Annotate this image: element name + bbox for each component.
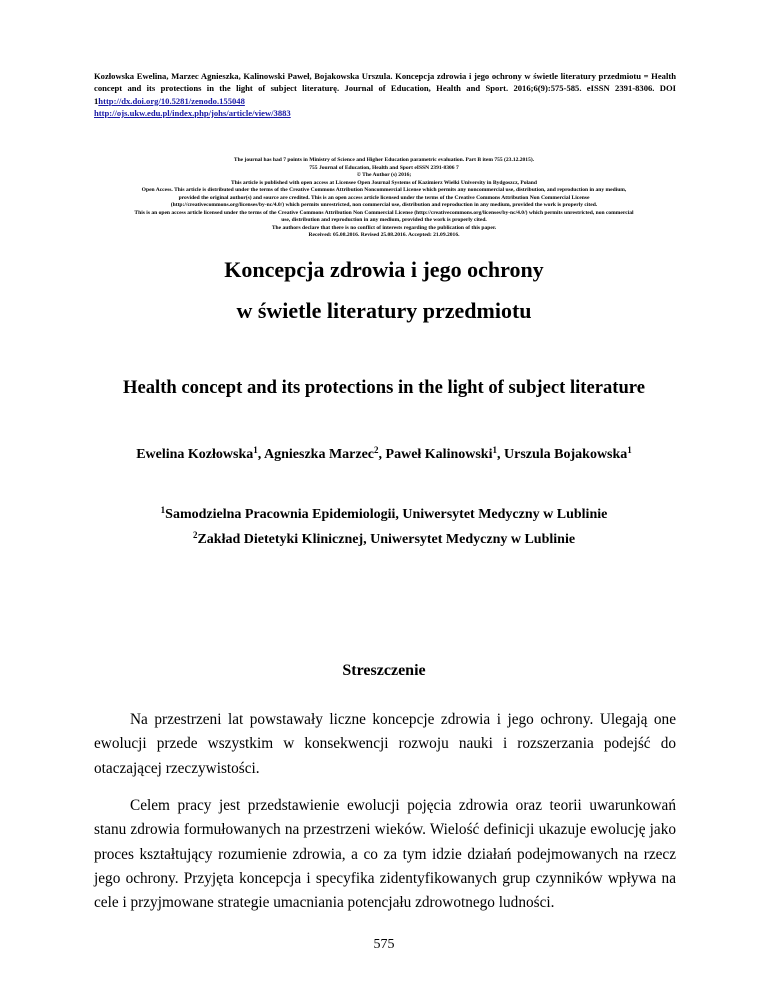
doi-link[interactable]: http://dx.doi.org/10.5281/zenodo.155048 [98, 95, 245, 106]
paper-title-english: Health concept and its protections in the light of subject literature [123, 377, 645, 398]
license-line: (http://creativecommons.org/licenses/by-nc/4.0/) which permits unrestricted, non commercial use, distribution and reproduction in any medium, provided the work is properly cited. [170, 202, 598, 208]
citation-text: Kozłowska Ewelina, Marzec Agnieszka, Kalinowski Paweł, Bojakowska Urszula. Koncepcja zdrowia i jego ochrony w świetle literatury przedmiotu = Health concept and its protections in the light of subject literaturę. Journal of Education, Health and Sport. 2016;6(9):575-585. eISSN 2391-8306. DOI 1 [94, 71, 676, 106]
page-number: 575 [373, 937, 395, 952]
license-line: The journal has had 7 points in Ministry of Science and Higher Education parametric evaluation. Part B item 755 (23.12.2015). [233, 157, 535, 163]
license-block [80, 157, 688, 240]
license-line: Open Access. This article is distributed under the terms of the Creative Commons Attribution Noncommercial License which permits any noncommercial use, distribution, and reproduction in any medium, [141, 187, 627, 193]
paper-title-line-1: Koncepcja zdrowia i jego ochrony [224, 257, 544, 282]
affiliation-text: Samodzielna Pracownia Epidemiologii, Uniwersytet Medyczny w Lublinie [165, 507, 608, 522]
license-line: provided the original author(s) and source are credited. This is an open access article licensed under the terms of the Creative Commons Attribution Non Commercial License [178, 194, 590, 201]
abstract-paragraph-1: Na przestrzeni lat powstawały liczne koncepcje zdrowia i jego ochrony. Ulegają one ewolucji przede wszystkim w konsekwencji rozwoju nauki i rozszerzania podejść do otaczającej rzeczywistości. [94, 711, 676, 777]
license-line: use, distribution and reproduction in any medium, provided the work is properly cited. [281, 217, 487, 223]
author-separator: , [378, 447, 386, 462]
abstract-paragraph-2: Celem pracy jest przedstawienie ewolucji pojęcia zdrowia oraz teorii uwarunkowań stanu zdrowia formułowanych na przestrzeni wieków. Wielość definicji ukazuje ewolucję jako proces kształtujący rozumienie zdrowia, a co za tym idzie działań podejmowanych na rzecz jego ochrony. Przyjęta koncepcja i specyfika zidentyfikowanych grup czynników wpływa na cele i przyjmowane strategie umacniania potencjału zdrowotnego ludności. [94, 797, 676, 912]
affiliation-2 [0, 532, 768, 548]
abstract-heading: Streszczenie [342, 662, 426, 679]
license-line: 755 Journal of Education, Health and Sport eISSN 2391-8306 7 [309, 164, 459, 171]
license-line: Received: 05.08.2016. Revised 25.08.2016. Accepted: 21.09.2016. [308, 232, 460, 238]
license-line: The authors declare that there is no conflict of interests regarding the publication of this paper. [271, 224, 497, 231]
author-name: Agnieszka Marzec [264, 447, 375, 462]
author-affiliation-mark: 1 [627, 445, 632, 455]
affiliation-1 [0, 507, 768, 523]
license-line: © The Author (s) 2016; [356, 172, 412, 178]
affiliation-mark: 2 [192, 530, 198, 540]
author-name: Urszula Bojakowska [504, 447, 628, 462]
paper-title-line-2: w świetle literatury przedmiotu [236, 298, 532, 323]
author-separator: , [257, 447, 264, 462]
author-separator: , [497, 447, 504, 462]
author-name: Paweł Kalinowski [385, 447, 493, 462]
author-affiliation-mark: 1 [492, 445, 497, 455]
author-list [0, 447, 768, 463]
author-name: Ewelina Kozłowska [136, 447, 254, 462]
affiliation-mark: 1 [160, 505, 166, 515]
license-line: This is an open access article licensed under the terms of the Creative Commons Attribution Non Commercial License (http://creativecommons.org/licenses/by-nc/4.0/) which permits unrestricted, non commercial [134, 209, 634, 216]
affiliation-text: Zakład Dietetyki Klinicznej, Uniwersytet Medyczny w Lublinie [197, 532, 576, 547]
author-affiliation-mark: 2 [374, 445, 379, 455]
author-affiliation-mark: 1 [253, 445, 258, 455]
license-line: This article is published with open access at Licensee Open Journal Systems of Kazimierz Wielki University in Bydgoszcz, Poland [231, 179, 537, 186]
article-link[interactable]: http://ojs.ukw.edu.pl/index.php/johs/article/view/3883 [94, 107, 291, 118]
citation-block [94, 70, 676, 119]
